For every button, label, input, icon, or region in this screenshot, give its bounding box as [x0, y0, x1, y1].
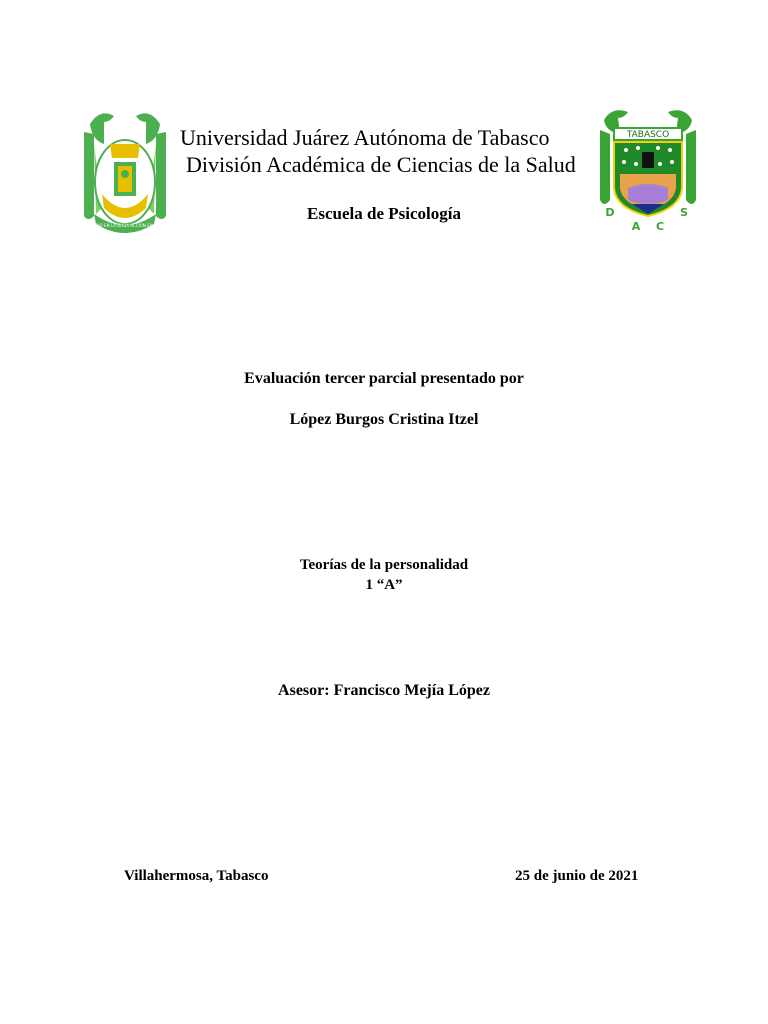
group-label: 1 “A”: [365, 577, 403, 593]
university-name: Universidad Juárez Autónoma de Tabasco: [180, 125, 550, 150]
svg-text:S: S: [680, 206, 688, 219]
division-name: División Académica de Ciencias de la Salud: [186, 152, 576, 177]
svg-text:TABASCO: TABASCO: [626, 130, 670, 140]
school-name: Escuela de Psicología: [307, 204, 461, 223]
presented-by: Evaluación tercer parcial presentado por: [244, 370, 524, 387]
svg-text:C: C: [655, 220, 665, 233]
svg-text:A: A: [631, 220, 641, 233]
svg-text:D: D: [605, 206, 615, 219]
student-name: López Burgos Cristina Itzel: [289, 411, 479, 428]
subject-name: Teorías de la personalidad: [299, 557, 469, 573]
place-label: Villahermosa, Tabasco: [124, 868, 269, 884]
advisor-name: Asesor: Francisco Mejía López: [278, 682, 490, 699]
date-label: 25 de junio de 2021: [515, 868, 639, 884]
svg-text:ESTUDIO EN LA DUDA ACCION EN L: ESTUDIO EN LA DUDA ACCION EN LA FE: [84, 223, 166, 228]
